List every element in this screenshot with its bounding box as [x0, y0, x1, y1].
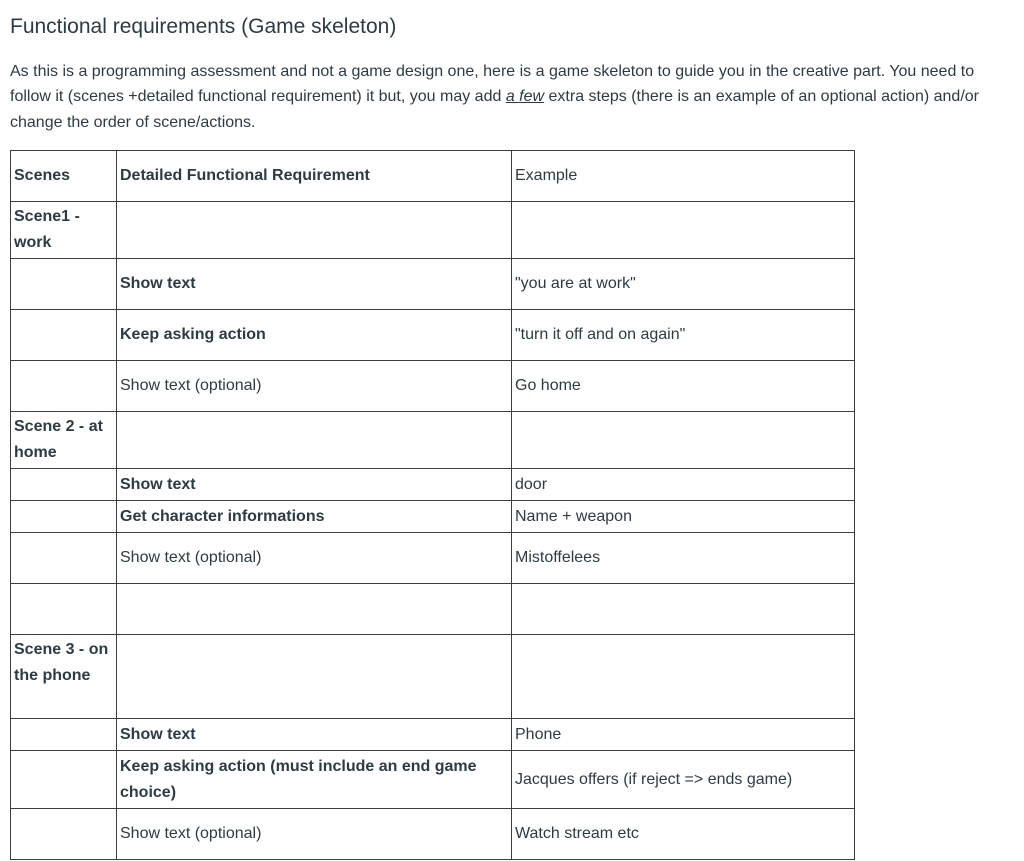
scene-cell	[11, 361, 117, 412]
header-example: Example	[512, 151, 855, 202]
table-row	[11, 751, 855, 809]
requirement-cell: Show text	[117, 719, 512, 751]
example-cell: Mistoffelees	[512, 533, 855, 584]
requirement-cell: Keep asking action	[117, 310, 512, 361]
table-row	[11, 469, 855, 501]
example-cell: "turn it off and on again"	[512, 310, 855, 361]
a-few-link[interactable]: a few	[505, 88, 545, 106]
example-cell	[512, 412, 855, 469]
table-row	[11, 202, 855, 259]
example-cell: Name + weapon	[512, 501, 855, 533]
requirements-table	[10, 150, 855, 860]
scene-cell: Scene1 - work	[11, 202, 117, 259]
table-row	[11, 719, 855, 751]
example-cell	[512, 202, 855, 259]
requirement-cell	[117, 584, 512, 635]
table-row	[11, 310, 855, 361]
requirement-cell: Show text (optional)	[117, 809, 512, 860]
requirement-cell: Show text	[117, 469, 512, 501]
example-cell: "you are at work"	[512, 259, 855, 310]
scene-cell: Scene 2 - at home	[11, 412, 117, 469]
scene-cell	[11, 533, 117, 584]
requirement-cell: Show text	[117, 259, 512, 310]
example-cell	[512, 635, 855, 719]
page-title: Functional requirements (Game skeleton)	[10, 15, 397, 38]
requirement-cell: Get character informations	[117, 501, 512, 533]
table-row	[11, 412, 855, 469]
example-cell: Watch stream etc	[512, 809, 855, 860]
scene-cell	[11, 310, 117, 361]
requirement-cell: Show text (optional)	[117, 361, 512, 412]
requirement-cell	[117, 635, 512, 719]
requirement-cell: Show text (optional)	[117, 533, 512, 584]
table-row	[11, 501, 855, 533]
table-row	[11, 809, 855, 860]
scene-cell	[11, 751, 117, 809]
requirement-cell	[117, 202, 512, 259]
intro-text-start: As this is a programming assessment and not a game design one, here is a game skeleton to guide you in the creative part. You need to follow it (scenes +detailed functional requirement) it but, you may add	[10, 63, 975, 106]
table-row	[11, 361, 855, 412]
requirement-cell	[117, 412, 512, 469]
table-header-row	[11, 151, 855, 202]
scene-cell: Scene 3 - on the phone	[11, 635, 117, 719]
example-cell: Phone	[512, 719, 855, 751]
scene-cell	[11, 469, 117, 501]
example-cell	[512, 584, 855, 635]
intro-paragraph	[10, 59, 1014, 135]
table-row	[11, 635, 855, 719]
intro-text-end: extra steps (there is an example of an optional action) and/or change the order of scene/actions.	[10, 88, 979, 131]
scene-cell	[11, 501, 117, 533]
table-row	[11, 533, 855, 584]
scene-cell	[11, 584, 117, 635]
table-row	[11, 259, 855, 310]
requirement-cell: Keep asking action (must include an end game choice)	[117, 751, 512, 809]
example-cell: Jacques offers (if reject => ends game)	[512, 751, 855, 809]
example-cell: Go home	[512, 361, 855, 412]
example-cell: door	[512, 469, 855, 501]
scene-cell	[11, 809, 117, 860]
header-scenes: Scenes	[11, 151, 117, 202]
scene-cell	[11, 259, 117, 310]
table-row	[11, 584, 855, 635]
scene-cell	[11, 719, 117, 751]
header-requirement: Detailed Functional Requirement	[117, 151, 512, 202]
